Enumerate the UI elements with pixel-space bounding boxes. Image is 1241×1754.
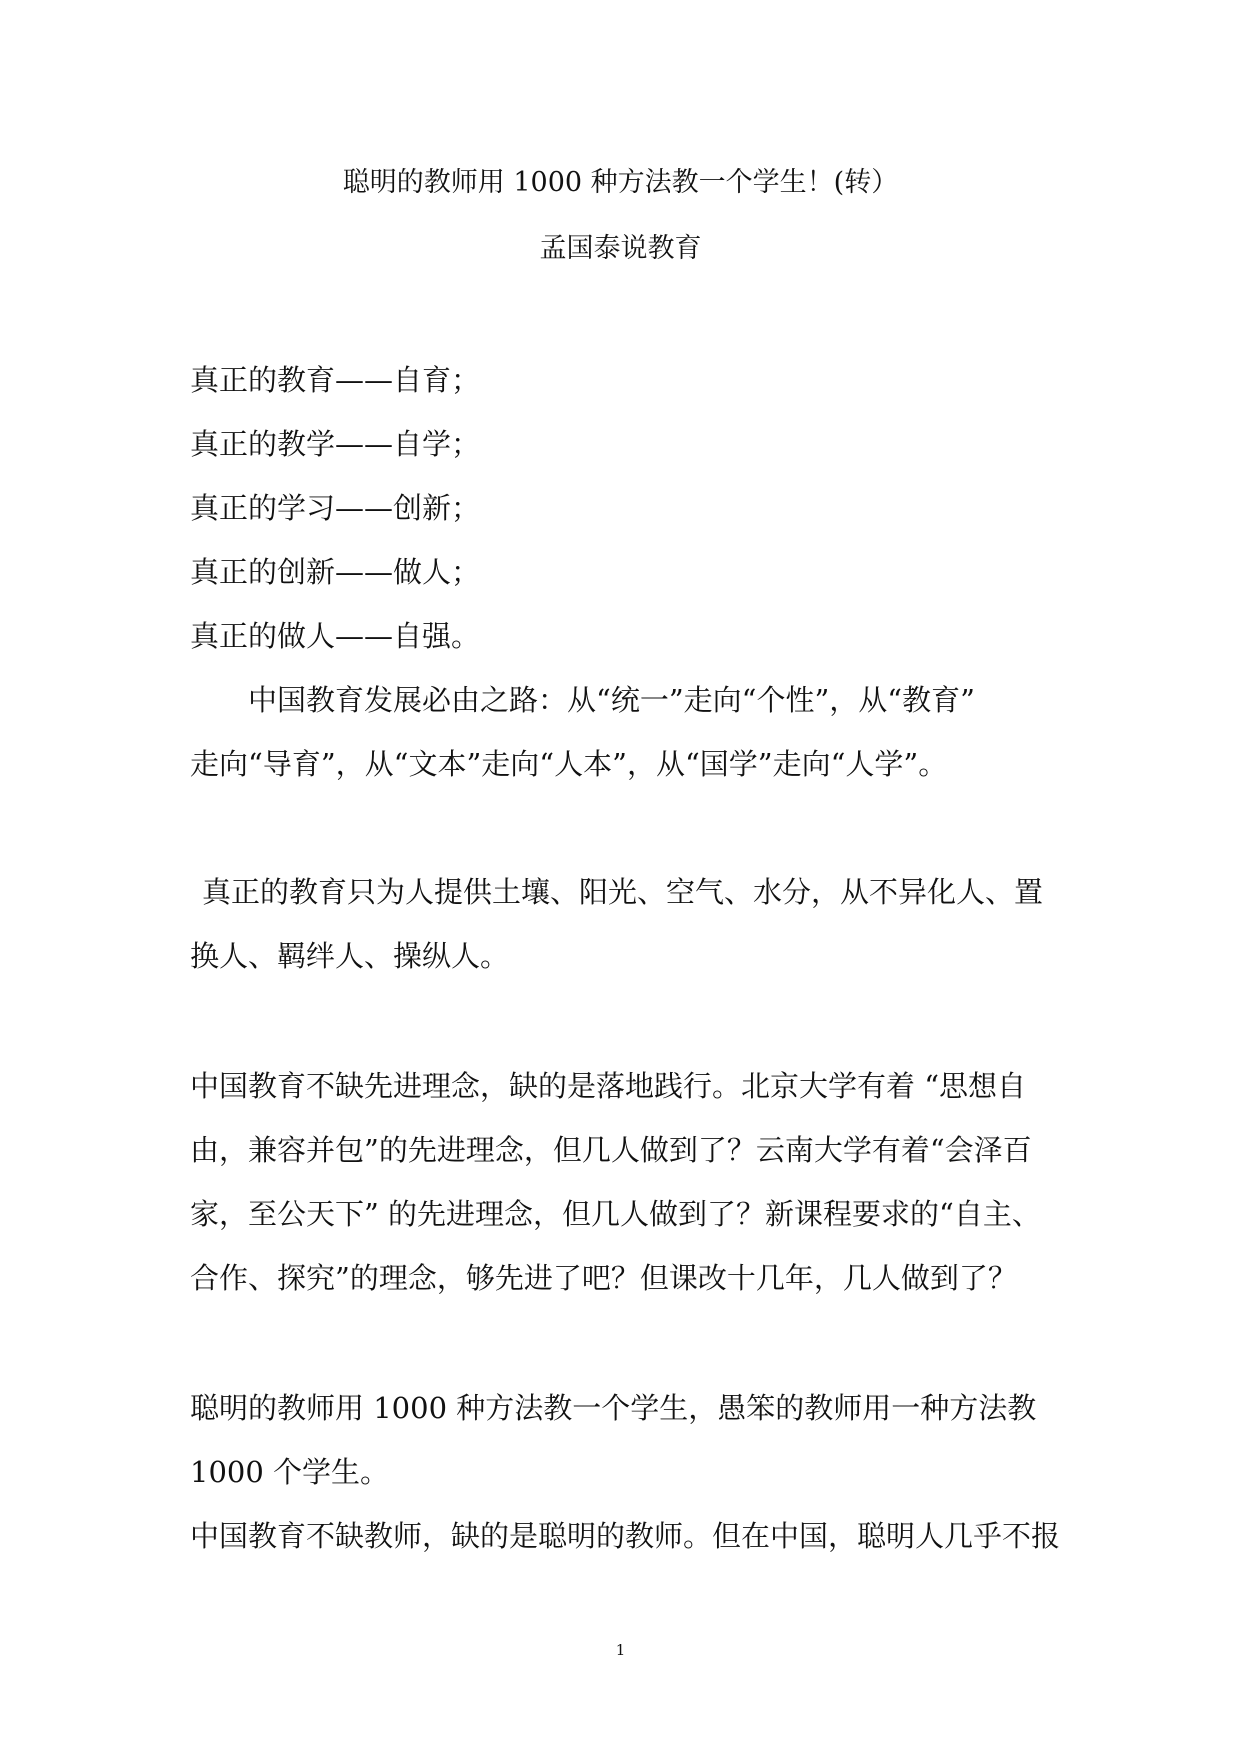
text-line: 由，兼容并包”的先进理念，但几人做到了？云南大学有着“会泽百 xyxy=(190,1133,1032,1167)
text-line: 真正的教育只为人提供土壤、阳光、空气、水分，从不异化人、置 xyxy=(202,875,1044,909)
text-line: 真正的教学——自学； xyxy=(190,427,481,461)
text-line: 中国教育发展必由之路：从“统一”走向“个性”，从“教育” xyxy=(248,683,975,717)
document-subtitle: 孟国泰说教育 xyxy=(539,233,702,264)
text-line: 走向“导育”，从“文本”走向“人本”，从“国学”走向“人学”。 xyxy=(190,747,948,781)
text-line: 换人、羁绊人、操纵人。 xyxy=(190,939,510,973)
text-line: 真正的教育——自育； xyxy=(190,363,481,397)
document-title: 聪明的教师用 1000 种方法教一个学生！(转） xyxy=(342,167,899,198)
text-line: 家，至公天下” 的先进理念，但几人做到了？新课程要求的“自主、 xyxy=(190,1197,1041,1231)
text-line: 聪明的教师用 1000 种方法教一个学生，愚笨的教师用一种方法教 xyxy=(190,1391,1037,1425)
text-line: 1000 个学生。 xyxy=(190,1455,390,1489)
text-line: 合作、探究”的理念，够先进了吧？但课改十几年，几人做到了？ xyxy=(190,1261,1017,1295)
text-line: 真正的做人——自强。 xyxy=(190,619,481,653)
text-line: 真正的学习——创新； xyxy=(190,491,481,525)
text-line: 中国教育不缺教师，缺的是聪明的教师。但在中国，聪明人几乎不报 xyxy=(190,1519,1061,1553)
text-line: 真正的创新——做人； xyxy=(190,555,481,589)
text-line: 中国教育不缺先进理念，缺的是落地践行。北京大学有着 “思想自 xyxy=(190,1069,1027,1103)
page-number: 1 xyxy=(615,1641,626,1659)
